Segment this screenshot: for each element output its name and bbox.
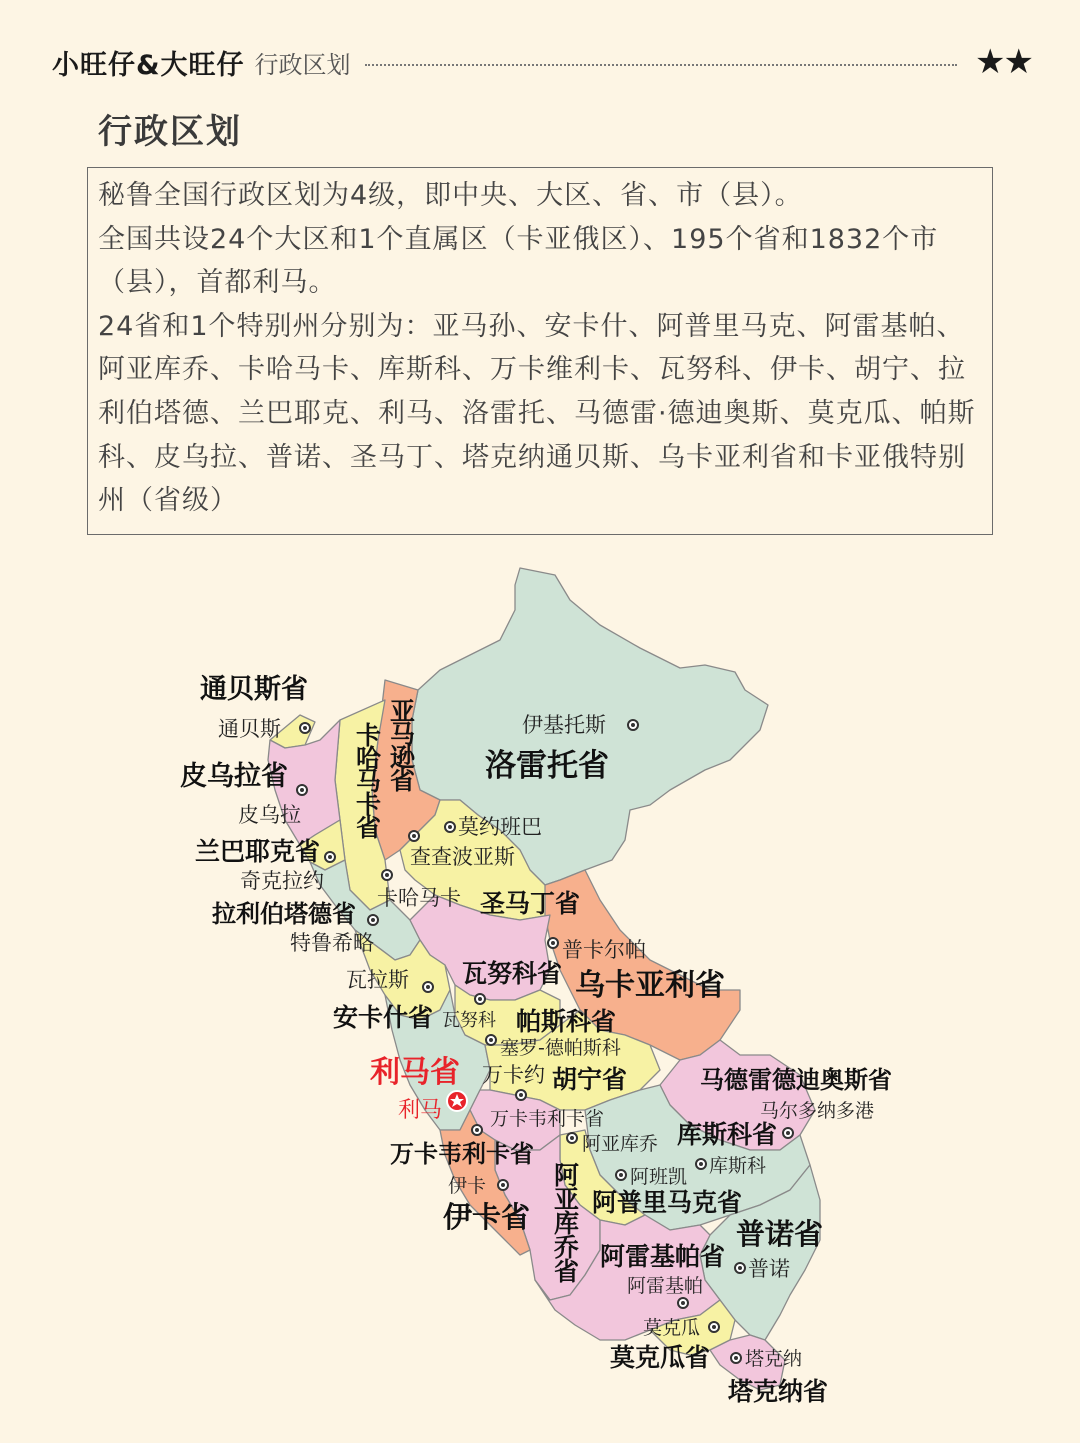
brand-title: 小旺仔&大旺仔: [52, 49, 245, 81]
label-san-martin-province: 圣马丁省: [480, 889, 581, 918]
label-lambayeque-province: 兰巴耶克省: [195, 837, 321, 866]
label-amazonas-province: 亚马逊省: [386, 698, 416, 790]
paragraph-counts: 全国共设24个大区和1个直属区（卡亚俄区）、195个省和1832个市（县），首都利马。: [98, 223, 939, 299]
label-ica-city: 伊卡: [448, 1175, 487, 1197]
label-ancash-province: 安卡什省: [333, 1003, 434, 1032]
info-textbox: [87, 167, 993, 535]
label-tacna-province: 塔克纳省: [728, 1377, 829, 1406]
label-trujillo-city: 特鲁希略: [290, 931, 374, 955]
label-chiclayo-city: 奇克拉约: [240, 869, 324, 893]
label-ayacucho-province: 阿亚库乔省: [550, 1162, 580, 1282]
label-moquegua-city: 莫克瓜: [643, 1317, 701, 1339]
label-lima-city: 利马: [398, 1098, 443, 1123]
page-header: [52, 38, 1032, 86]
rating-stars-icon: ★★: [975, 42, 1032, 82]
paragraph-levels: 秘鲁全国行政区划为4级，即中央、大区、省、市（县）。: [98, 180, 803, 211]
label-iquitos-city: 伊基托斯: [522, 713, 606, 737]
label-huancavelica-province: 万卡韦利卡省: [390, 1140, 534, 1168]
label-arequipa-city: 阿雷基帕: [627, 1275, 704, 1297]
header-subtitle: 行政区划: [254, 50, 351, 79]
dotted-divider: [365, 64, 957, 66]
label-puno-city: 普诺: [748, 1257, 790, 1281]
label-junin-province: 胡宁省: [552, 1065, 628, 1094]
label-loreto-province: 洛雷托省: [485, 748, 609, 784]
label-madre-de-dios-province: 马德雷德迪奥斯省: [700, 1066, 892, 1094]
label-lima-province: 利马省: [370, 1055, 460, 1090]
label-huaraz-city: 瓦拉斯: [346, 968, 409, 992]
label-puerto-maldonado-city: 马尔多纳多港: [760, 1100, 875, 1122]
label-cajamarca-province: 卡哈马卡省: [352, 722, 382, 837]
capital-star-icon: [447, 1091, 467, 1111]
label-abancay-city: 阿班凯: [630, 1166, 688, 1188]
label-puno-province: 普诺省: [736, 1217, 824, 1251]
label-cerro-de-pasco-city: 塞罗-德帕斯科: [500, 1037, 621, 1059]
label-ica-province: 伊卡省: [443, 1200, 531, 1234]
label-moyobamba-city: 莫约班巴: [458, 815, 542, 839]
label-tumbes-province: 通贝斯省: [200, 674, 308, 705]
label-huanuco-province: 瓦努科省: [462, 959, 563, 988]
label-piura-province: 皮乌拉省: [180, 761, 288, 792]
section-title: 行政区划: [98, 112, 242, 152]
label-ayacucho-city: 阿亚库乔: [582, 1133, 659, 1155]
label-arequipa-province: 阿雷基帕省: [600, 1242, 726, 1271]
label-ucayali-province: 乌卡亚利省: [575, 968, 725, 1003]
label-huancavelica-city: 万卡韦利卡省: [490, 1108, 605, 1130]
label-cajamarca-city: 卡哈马卡: [377, 886, 461, 910]
label-tacna-city: 塔克纳: [745, 1348, 803, 1370]
label-chachapoyas-city: 查查波亚斯: [410, 845, 515, 869]
label-pasco-province: 帕斯科省: [516, 1007, 617, 1036]
label-pucallpa-city: 普卡尔帕: [562, 938, 646, 962]
label-cusco-city: 库斯科: [709, 1155, 767, 1177]
label-cusco-province: 库斯科省: [677, 1120, 778, 1149]
label-la-libertad-province: 拉利伯塔德省: [212, 900, 356, 928]
label-tumbes-city: 通贝斯: [218, 717, 281, 741]
label-piura-city: 皮乌拉: [238, 803, 301, 827]
paragraph-provinces: 24省和1个特别州分别为：亚马孙、安卡什、阿普里马克、阿雷基帕、阿亚库乔、卡哈马卡、库斯科、万卡维利卡、瓦努科、伊卡、胡宁、拉利伯塔德、兰巴耶克、利马、洛雷托、马德雷·德迪奥斯、莫克瓜、帕斯科、皮乌拉、普诺、圣马丁、塔克纳通贝斯、乌卡亚利省和卡亚俄特别州（省级）: [98, 310, 976, 517]
peru-map: [0, 560, 1080, 1443]
label-apurimac-province: 阿普里马克省: [592, 1188, 743, 1217]
label-huanuco-city: 瓦努科: [442, 1010, 496, 1031]
label-moquegua-province: 莫克瓜省: [610, 1343, 711, 1372]
label-huancayo-city: 万卡约: [482, 1063, 545, 1087]
